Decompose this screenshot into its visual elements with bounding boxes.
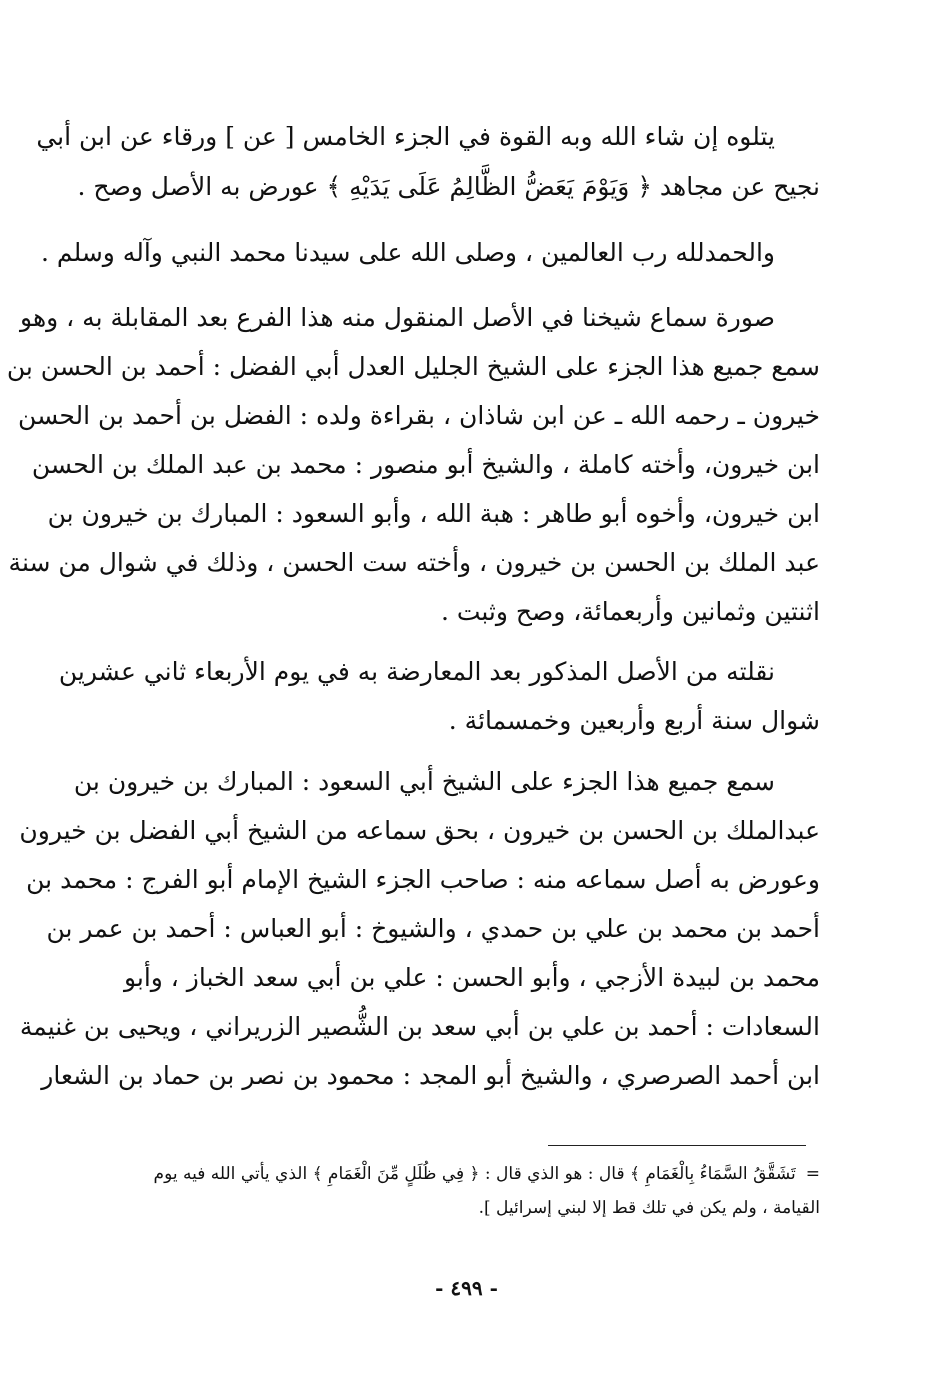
footnote-continuation-mark: = — [805, 1164, 820, 1184]
footnote-divider — [548, 1145, 806, 1146]
footnote — [118, 1157, 820, 1225]
text-line: سمع جميع هذا الجزء على الشيخ الجليل العدل أبي الفضل : أحمد بن الحسن بن — [6, 352, 820, 381]
text-line: وعورض به أصل سماعه منه : صاحب الجزء الشيخ الإمام أبو الفرج : محمد بن — [26, 865, 820, 894]
text-line: اثنتين وثمانين وأربعمائة، وصح وثبت . — [440, 597, 820, 626]
text-line: نجيح عن مجاهد ﴿ وَيَوْمَ يَعَضُّ الظَّالِمُ عَلَى يَدَيْهِ ﴾ عورض به الأصل وصح . — [77, 172, 820, 201]
text-line: صورة سماع شيخنا في الأصل المنقول منه هذا الفرع بعد المقابلة به ، وهو — [20, 303, 775, 332]
paragraph-colophon — [36, 122, 820, 202]
paragraph-second-audition — [19, 767, 820, 1110]
text-line: محمد بن لبيدة الأزجي ، وأبو الحسن : علي بن أبي سعد الخباز ، وأبو — [123, 963, 820, 992]
text-line: عبدالملك بن الحسن بن خيرون ، بحق سماعه من الشيخ أبي الفضل بن خيرون — [19, 816, 820, 845]
text-line: يتلوه إن شاء الله وبه القوة في الجزء الخامس [ عن ] ورقاء عن ابن أبي — [36, 122, 775, 151]
page-number: - ٤٩٩ - — [435, 1276, 498, 1300]
text-line: ابن خيرون، وأخوه أبو طاهر : هبة الله ، وأبو السعود : المبارك بن خيرون بن — [47, 499, 820, 528]
text-line: السعادات : أحمد بن علي بن أبي سعد بن الشُّصير الزريراني ، ويحيى بن غنيمة — [19, 1012, 820, 1041]
text-line: والحمدلله رب العالمين ، وصلى الله على سيدنا محمد النبي وآله وسلم . — [41, 238, 775, 267]
footnote-line: القيامة ، ولم يكن في تلك قط إلا لبني إسرائيل ]. — [478, 1198, 820, 1218]
text-line: أحمد بن محمد بن علي بن حمدي ، والشيوخ : أبو العباس : أحمد بن عمر بن — [46, 914, 820, 943]
text-line: عبد الملك بن الحسن بن خيرون ، وأخته ست الحسن ، وذلك في شوال من سنة — [8, 548, 820, 577]
text-line: ابن خيرون، وأخته كاملة ، والشيخ أبو منصور : محمد بن عبد الملك بن الحسن — [31, 450, 820, 479]
text-line: سمع جميع هذا الجزء على الشيخ أبي السعود : المبارك بن خيرون بن — [73, 767, 775, 796]
paragraph-praise — [41, 238, 820, 268]
text-line: شوال سنة أربع وأربعين وخمسمائة . — [448, 706, 820, 735]
paragraph-audition-record — [6, 303, 820, 646]
footnote-line — [118, 1157, 820, 1191]
text-line: ابن أحمد الصرصري ، والشيخ أبو المجد : محمود بن نصر بن حماد بن الشعار — [41, 1061, 820, 1090]
text-line: خيرون ـ رحمه الله ـ عن ابن شاذان ، بقراءة ولده : الفضل بن أحمد بن الحسن — [18, 401, 820, 430]
text-line: نقلته من الأصل المذكور بعد المعارضة به في يوم الأربعاء ثاني عشرين — [58, 657, 775, 686]
footnote-text: تَشَقَّقُ السَّمَاءُ بِالْغَمَامِ ﴾ قال : هو الذي قال : ﴿ فِي ظُلَلٍ مِّنَ الْغَمَامِ ﴾ الذي يأتي الله فيه يوم — [153, 1164, 796, 1184]
paragraph-transcription-note — [58, 657, 820, 755]
